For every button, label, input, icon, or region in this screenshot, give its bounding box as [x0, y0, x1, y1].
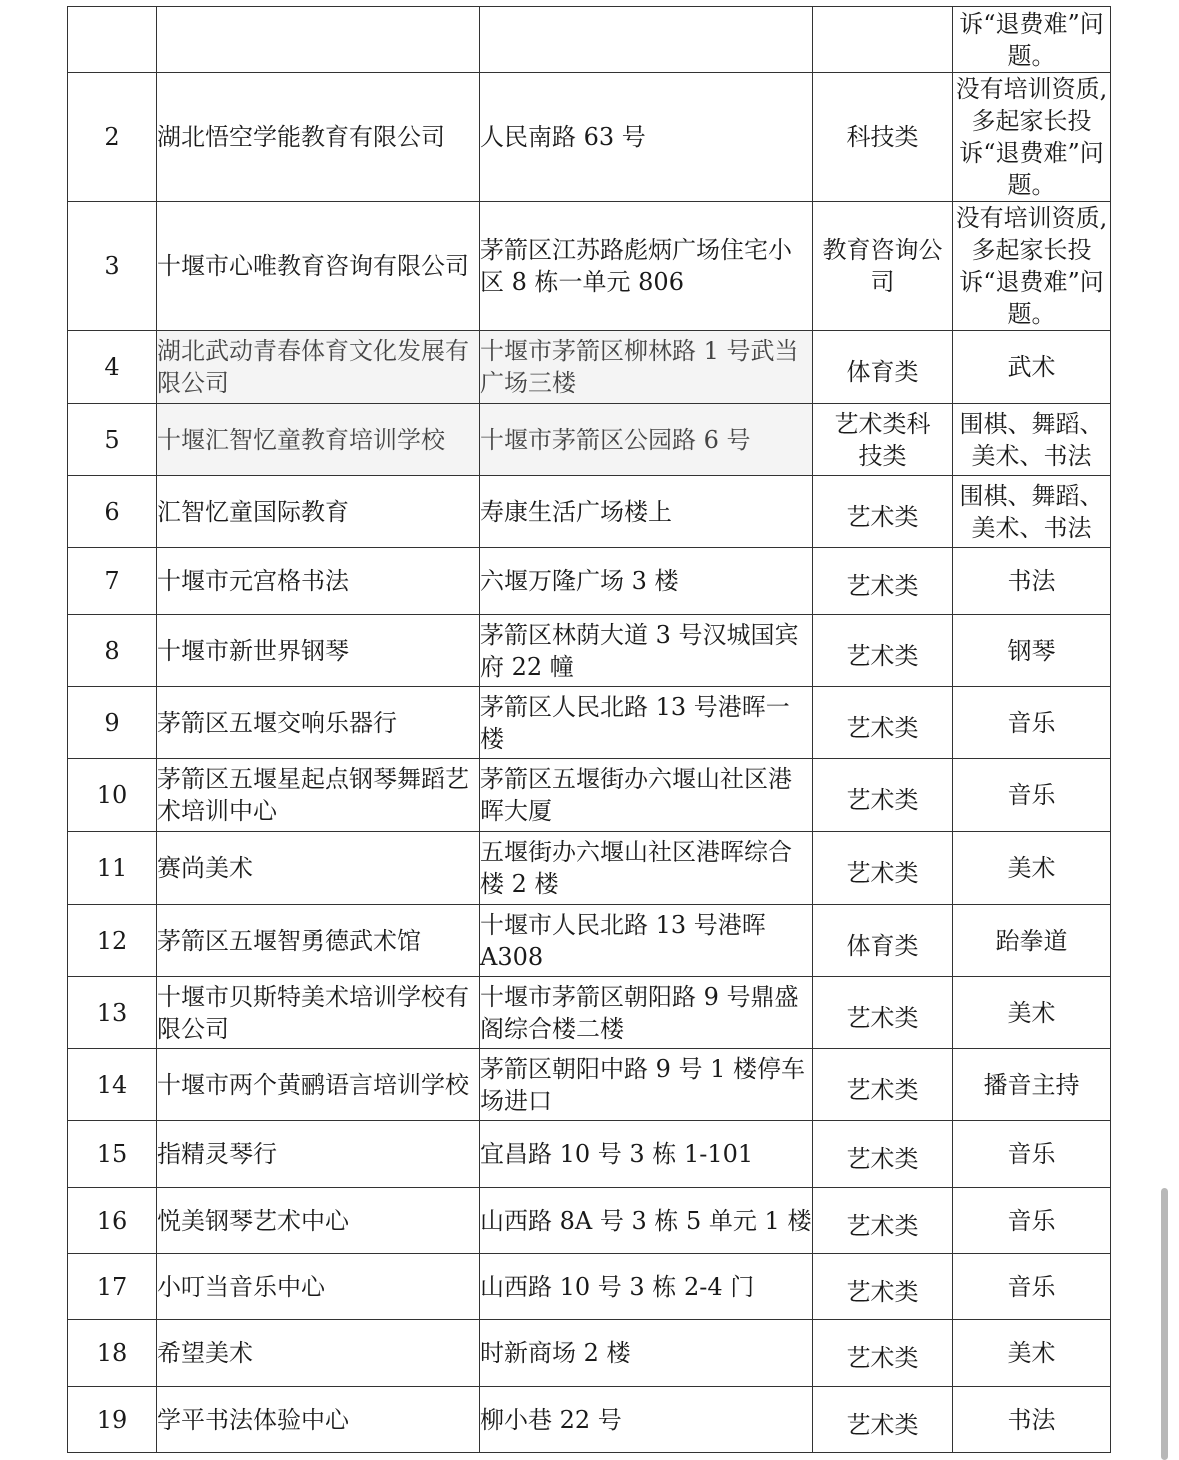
- row-number: 11: [68, 832, 157, 905]
- table-row: [68, 615, 1111, 687]
- institution-address: 山西路 10 号 3 栋 2-4 门: [480, 1254, 813, 1320]
- table-row: [68, 832, 1111, 905]
- table-row: [68, 548, 1111, 615]
- row-number: 2: [68, 73, 157, 202]
- institution-name: 十堰市两个黄鹂语言培训学校: [157, 1049, 480, 1121]
- category-text: 艺术类: [846, 1277, 919, 1306]
- category-text: 艺术类: [846, 859, 919, 887]
- category-text: 艺术类科技类: [834, 409, 931, 470]
- table-row: [68, 1049, 1111, 1121]
- institution-name: 茅箭区五堰智勇德武术馆: [157, 905, 480, 977]
- institution-note: 美术: [953, 977, 1111, 1049]
- table-row: [68, 687, 1111, 759]
- row-number: 4: [68, 331, 157, 404]
- institution-category: [813, 1188, 953, 1254]
- row-number: 17: [68, 1254, 157, 1320]
- note-text: 没有培训资质,多起家长投诉“退费难”问题。: [955, 75, 1108, 199]
- institution-category: [813, 832, 953, 905]
- row-number: 9: [68, 687, 157, 759]
- institution-name: 小叮当音乐中心: [157, 1254, 480, 1320]
- category-text: 艺术类: [846, 572, 919, 600]
- category-text: 艺术类: [846, 641, 919, 670]
- category-text: 艺术类: [846, 713, 919, 742]
- institution-address: 山西路 8A 号 3 栋 5 单元 1 楼: [480, 1188, 813, 1254]
- institution-name: 学平书法体验中心: [157, 1387, 480, 1453]
- institution-note: 钢琴: [953, 615, 1111, 687]
- table-row: [68, 905, 1111, 977]
- institution-note: 音乐: [953, 1188, 1111, 1254]
- table-row: [68, 759, 1111, 832]
- institution-name: 十堰市新世界钢琴: [157, 615, 480, 687]
- institution-address: 茅箭区五堰街办六堰山社区港晖大厦: [480, 759, 813, 832]
- row-number: 19: [68, 1387, 157, 1453]
- institution-note: 音乐: [953, 1254, 1111, 1320]
- category-text: 艺术类: [846, 1003, 919, 1032]
- institution-address: 十堰市茅箭区公园路 6 号: [480, 404, 813, 476]
- institution-name: 湖北悟空学能教育有限公司: [157, 73, 480, 202]
- institution-address: 茅箭区林荫大道 3 号汉城国宾府 22 幢: [480, 615, 813, 687]
- institution-note: 跆拳道: [953, 905, 1111, 977]
- institution-name: 茅箭区五堰星起点钢琴舞蹈艺术培训中心: [157, 759, 480, 832]
- category-text: 艺术类: [846, 1145, 919, 1173]
- institution-address: 十堰市茅箭区朝阳路 9 号鼎盛阁综合楼二楼: [480, 977, 813, 1049]
- institution-category: [813, 687, 953, 759]
- institution-category: [813, 476, 953, 548]
- category-text: 艺术类: [846, 1410, 919, 1439]
- institution-name: 指精灵琴行: [157, 1121, 480, 1188]
- institution-address: 寿康生活广场楼上: [480, 476, 813, 548]
- row-number: 8: [68, 615, 157, 687]
- table-row: [68, 1387, 1111, 1453]
- category-text: 艺术类: [846, 1344, 919, 1372]
- row-number: 7: [68, 548, 157, 615]
- institution-address: 时新商场 2 楼: [480, 1320, 813, 1387]
- institution-note: 美术: [953, 1320, 1111, 1387]
- institution-note: [953, 7, 1111, 73]
- category-text: 艺术类: [846, 1075, 919, 1104]
- institution-note: 美术: [953, 832, 1111, 905]
- row-number: 10: [68, 759, 157, 832]
- institution-name: 十堰市元宫格书法: [157, 548, 480, 615]
- table-row: [68, 1188, 1111, 1254]
- institution-name: 十堰市心唯教育咨询有限公司: [157, 202, 480, 331]
- institution-name: 希望美术: [157, 1320, 480, 1387]
- row-number: 18: [68, 1320, 157, 1387]
- institution-name: 汇智忆童国际教育: [157, 476, 480, 548]
- institution-category: [813, 1254, 953, 1320]
- institution-category: [813, 1121, 953, 1188]
- category-text: 体育类: [846, 931, 919, 960]
- institution-category: [813, 7, 953, 73]
- institution-address: 茅箭区朝阳中路 9 号 1 楼停车场进口: [480, 1049, 813, 1121]
- institution-note: 音乐: [953, 687, 1111, 759]
- institution-note: 播音主持: [953, 1049, 1111, 1121]
- institution-category: [813, 1049, 953, 1121]
- institution-note: [953, 202, 1111, 331]
- row-number: 6: [68, 476, 157, 548]
- table-row: [68, 404, 1111, 476]
- institution-category: [813, 759, 953, 832]
- row-number: 14: [68, 1049, 157, 1121]
- institution-note: [953, 476, 1111, 548]
- institution-address: 茅箭区江苏路彪炳广场住宅小区 8 栋一单元 806: [480, 202, 813, 331]
- institution-address: 柳小巷 22 号: [480, 1387, 813, 1453]
- institution-name: 悦美钢琴艺术中心: [157, 1188, 480, 1254]
- institution-name: 十堰汇智忆童教育培训学校: [157, 404, 480, 476]
- institution-name: 十堰市贝斯特美术培训学校有限公司: [157, 977, 480, 1049]
- institution-note: [953, 73, 1111, 202]
- category-text: 教育咨询公司: [822, 236, 943, 296]
- institution-category: [813, 1320, 953, 1387]
- table-row: [68, 476, 1111, 548]
- table-row: [68, 1254, 1111, 1320]
- institution-address: 茅箭区人民北路 13 号港晖一楼: [480, 687, 813, 759]
- institution-category: [813, 331, 953, 404]
- institution-note: 音乐: [953, 1121, 1111, 1188]
- category-text: 艺术类: [846, 502, 919, 531]
- institution-category: [813, 404, 953, 476]
- row-number: 12: [68, 905, 157, 977]
- institution-table: [67, 6, 1111, 1453]
- row-number: 5: [68, 404, 157, 476]
- institution-note: 武术: [953, 331, 1111, 404]
- table-row: [68, 7, 1111, 73]
- institution-category: 科技类: [813, 73, 953, 202]
- row-number: 15: [68, 1121, 157, 1188]
- institution-note: 音乐: [953, 759, 1111, 832]
- institution-category: [813, 1387, 953, 1453]
- note-text: 没有培训资质,多起家长投诉“退费难”问题。: [955, 204, 1108, 328]
- scrollbar-thumb[interactable]: [1161, 1188, 1168, 1460]
- institution-category: [813, 905, 953, 977]
- row-number: 13: [68, 977, 157, 1049]
- institution-address: 五堰街办六堰山社区港晖综合楼 2 楼: [480, 832, 813, 905]
- institution-note: 书法: [953, 1387, 1111, 1453]
- row-number: [68, 7, 157, 73]
- note-text: 诉“退费难”问题。: [959, 9, 1104, 70]
- table-row: [68, 1320, 1111, 1387]
- institution-name: 茅箭区五堰交响乐器行: [157, 687, 480, 759]
- institution-name: [157, 7, 480, 73]
- row-number: 16: [68, 1188, 157, 1254]
- institution-address: 六堰万隆广场 3 楼: [480, 548, 813, 615]
- institution-address: 十堰市茅箭区柳林路 1 号武当广场三楼: [480, 331, 813, 404]
- institution-category: [813, 615, 953, 687]
- note-text: 围棋、舞蹈、美术、书法: [959, 481, 1104, 542]
- table-row: [68, 1121, 1111, 1188]
- note-text: 围棋、舞蹈、美术、书法: [959, 409, 1104, 470]
- table-row: [68, 73, 1111, 202]
- institution-address: [480, 7, 813, 73]
- institution-name: 赛尚美术: [157, 832, 480, 905]
- category-text: 艺术类: [846, 1211, 919, 1240]
- institution-name: 湖北武动青春体育文化发展有限公司: [157, 331, 480, 404]
- institution-address: 宜昌路 10 号 3 栋 1-101: [480, 1121, 813, 1188]
- table-row: [68, 202, 1111, 331]
- institution-address: 十堰市人民北路 13 号港晖A308: [480, 905, 813, 977]
- category-text: 体育类: [846, 358, 919, 386]
- row-number: 3: [68, 202, 157, 331]
- category-text: 艺术类: [846, 786, 919, 814]
- institution-category: [813, 977, 953, 1049]
- table-row: [68, 331, 1111, 404]
- institution-category: [813, 202, 953, 331]
- institution-note: 书法: [953, 548, 1111, 615]
- institution-note: [953, 404, 1111, 476]
- institution-address: 人民南路 63 号: [480, 73, 813, 202]
- institution-category: [813, 548, 953, 615]
- table-row: [68, 977, 1111, 1049]
